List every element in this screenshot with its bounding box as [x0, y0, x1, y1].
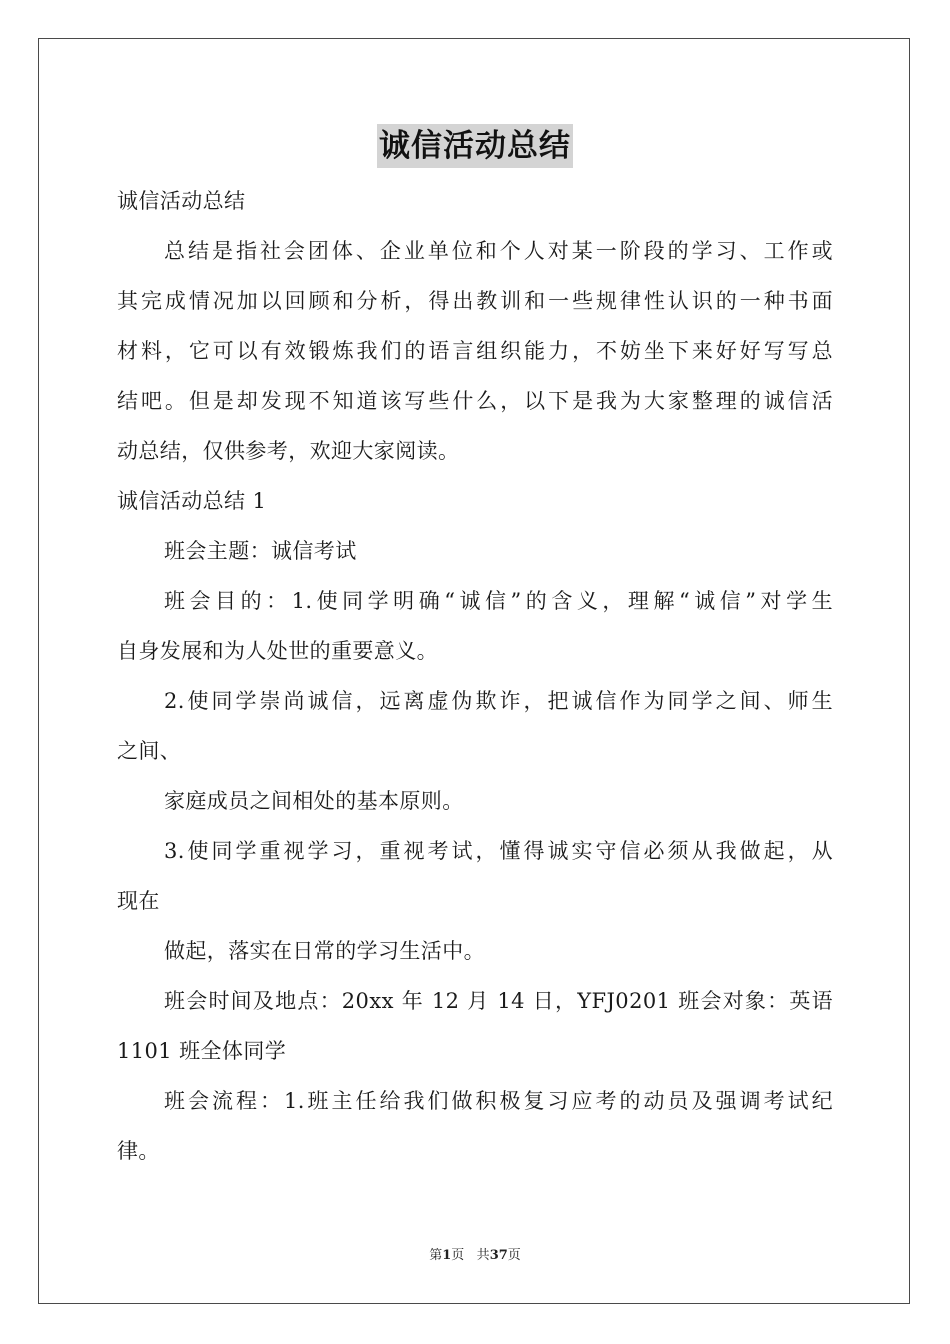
footer-page-number: 1	[442, 1248, 452, 1263]
text-line: 结吧。但是却发现不知道该写些什么，以下是我为大家整理的诚信活	[117, 389, 833, 413]
text-line: 之间、	[117, 739, 182, 763]
text-line: 动总结，仅供参考，欢迎大家阅读。	[117, 439, 460, 463]
footer-total-suffix: 页	[507, 1248, 521, 1263]
text-line: 班会主题：诚信考试	[164, 539, 357, 563]
text-line: 班会时间及地点：20xx 年 12 月 14 日，YFJ0201 班会对象：英语	[164, 989, 833, 1013]
text-line: 1101 班全体同学	[117, 1039, 287, 1063]
text-line: 诚信活动总结 1	[117, 489, 267, 513]
text-line: 总结是指社会团体、企业单位和个人对某一阶段的学习、工作或	[164, 239, 833, 263]
text-line: 做起，落实在日常的学习生活中。	[164, 939, 485, 963]
text-line: 3.使同学重视学习，重视考试，懂得诚实守信必须从我做起，从	[164, 839, 833, 863]
footer-total-prefix: 共	[476, 1248, 490, 1263]
text-line: 家庭成员之间相处的基本原则。	[164, 789, 464, 813]
text-line: 其完成情况加以回顾和分析，得出教训和一些规律性认识的一种书面	[117, 289, 833, 313]
text-line: 班会目的：1.使同学明确“诚信”的含义，理解“诚信”对学生	[164, 589, 833, 613]
footer-page-suffix: 页	[451, 1248, 465, 1263]
document-title: 诚信活动总结	[377, 124, 573, 168]
text-line: 2.使同学崇尚诚信，远离虚伪欺诈，把诚信作为同学之间、师生	[164, 689, 833, 713]
footer-total-pages: 37	[489, 1248, 508, 1263]
document-body	[117, 176, 833, 1176]
title-container	[0, 124, 950, 168]
page-footer	[0, 1244, 950, 1263]
text-line: 律。	[117, 1139, 160, 1163]
text-line: 现在	[117, 889, 160, 913]
footer-page-prefix: 第	[429, 1248, 443, 1263]
text-line: 自身发展和为人处世的重要意义。	[117, 639, 438, 663]
text-line: 材料，它可以有效锻炼我们的语言组织能力，不妨坐下来好好写写总	[117, 339, 833, 363]
text-line: 诚信活动总结	[117, 189, 246, 213]
text-line: 班会流程：1.班主任给我们做积极复习应考的动员及强调考试纪	[164, 1089, 833, 1113]
